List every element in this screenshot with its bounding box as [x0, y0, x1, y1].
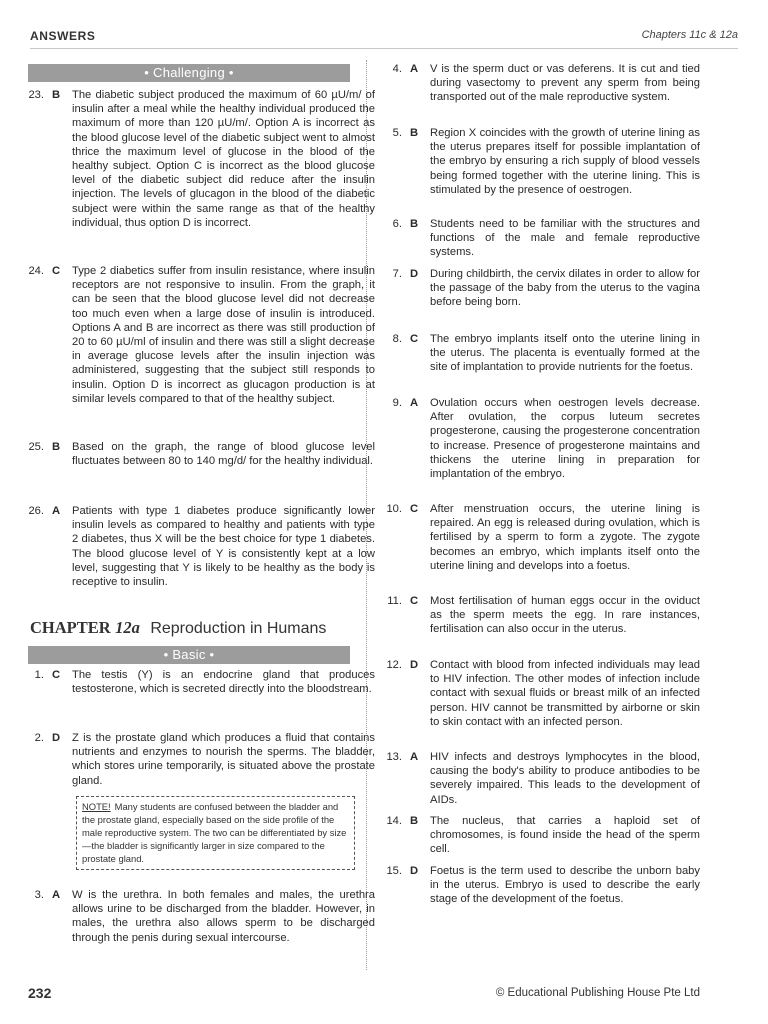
answer-item [24, 88, 375, 246]
question-number: 26. [28, 505, 44, 517]
answer-explanation: The nucleus, that carries a haploid set of chromosomes, is found inside the head of the sperm cell. [430, 815, 700, 856]
answer-explanation: Z is the prostate gland which produces a fluid that contains nutrients and enzymes to nourish the sperms. The bladder, which stores urine temporarily, is situated above the prostate gland. [72, 732, 375, 787]
answer-item [382, 502, 700, 574]
chapter-number: 12a [115, 618, 140, 637]
question-number: 15. [386, 865, 402, 877]
question-number: 24. [28, 265, 44, 277]
question-number: 8. [392, 333, 402, 345]
answer-explanation: Type 2 diabetics suffer from insulin resistance, where insulin receptors are not responsive to insulin. From the graph, it can be seen that the blood glucose level did not decrease too much even when a large dose of insulin is introduced. Options A and B are incorrect as there was still production of 20 to 60 µU/ml of insulin and there was still a slight decrease in average glucose levels after the insulin injection was administered, suggesting that the subject still responds to insulin. Option D is incorrect as glucagon production is at similar levels compared to that of the healthy subject. [72, 265, 375, 405]
answer-letter: C [409, 333, 419, 345]
answer-explanation: Patients with type 1 diabetes produce significantly lower insulin levels as compared to healthy and patients with type 2 diabetes, thus X will be the best choice for type 1 diabetes. The blood glucose level of Y is consistently kept at a low level, suggesting that Y is likely to be healthy as the body is receptive to insulin. [72, 505, 375, 589]
answer-letter: C [51, 669, 61, 681]
answer-explanation: Contact with blood from infected individuals may lead to HIV infection. The other modes of infection include contact with sexual fluids or breast milk of an infected person. HIV cannot be transmitted by airborne or skin to skin contact with an infected person. [430, 659, 700, 728]
question-number: 2. [34, 732, 44, 744]
answer-explanation: Region X coincides with the growth of uterine lining as the uterus prepares itself for possible implantation of the embryo by ensuring a rich supply of blood vessels being formed together with the uterine lining. This is stimulated by the presence of oestrogen. [430, 127, 700, 196]
answer-letter: A [409, 397, 419, 409]
answer-item [382, 267, 700, 311]
answer-letter: D [51, 732, 61, 744]
answer-explanation: Foetus is the term used to describe the unborn baby in the uterus. Embryo is used to describe the early stage of the development of the foetus. [430, 865, 700, 906]
chapter-label: CHAPTER [30, 618, 111, 637]
answer-item [382, 814, 700, 856]
publisher-credit: © Educational Publishing House Pte Ltd [495, 987, 700, 999]
answer-letter: C [409, 503, 419, 515]
page-number: 232 [28, 985, 52, 1001]
question-number: 13. [386, 751, 402, 763]
question-number: 3. [34, 889, 44, 901]
note-text: Many students are confused between the bladder and the prostate gland, especially based on the side profile of the male reproductive system. The two can be differentiated by size—the bladder is significantly larger in size compared to the prostate gland. [82, 801, 347, 864]
answer-letter: C [51, 265, 61, 277]
note-label: NOTE! [82, 801, 111, 812]
answer-item [24, 504, 375, 594]
answer-letter: A [409, 751, 419, 763]
answer-explanation: Most fertilisation of human eggs occur in the oviduct as the sperm meets the egg. In rare instances, fertilisation can also occur in the uterus. [430, 595, 700, 636]
question-number: 25. [28, 441, 44, 453]
answer-item [24, 888, 375, 948]
chapter-heading [30, 618, 360, 640]
answer-letter: D [409, 865, 419, 877]
answer-letter: C [409, 595, 419, 607]
answer-item [382, 217, 700, 259]
answer-letter: B [409, 815, 419, 827]
challenging-banner: • Challenging • [28, 64, 350, 82]
answer-explanation: The embryo implants itself onto the uterine lining in the uterus. The placenta is eventually formed at the site of implantation to provide nutrients for the foetus. [430, 333, 700, 374]
answer-item [382, 594, 700, 638]
question-number: 7. [392, 268, 402, 280]
chapter-title: Reproduction in Humans [150, 620, 327, 637]
basic-banner: • Basic • [28, 646, 350, 664]
answer-item [24, 668, 375, 714]
question-number: 11. [387, 595, 402, 607]
question-number: 6. [392, 218, 402, 230]
answer-item [24, 440, 375, 488]
answer-letter: B [51, 89, 61, 101]
question-number: 12. [386, 659, 402, 671]
question-number: 10. [386, 503, 402, 515]
answer-letter: B [409, 127, 419, 139]
answer-item [382, 658, 700, 730]
question-number: 4. [392, 63, 402, 75]
answer-letter: D [409, 268, 419, 280]
answer-explanation: HIV infects and destroys lymphocytes in the blood, causing the body's ability to produce antibodies to be severely impaired. This leads to the development of AIDs. [430, 751, 700, 806]
section-label: ANSWERS [30, 29, 96, 43]
question-number: 1. [34, 669, 44, 681]
question-number: 9. [392, 397, 402, 409]
answer-item [382, 62, 700, 106]
answer-letter: D [409, 659, 419, 671]
answer-explanation: V is the sperm duct or vas deferens. It is cut and tied during vasectomy to prevent any sperm from being transported out of the male reproductive system. [430, 63, 700, 104]
answer-explanation: W is the urethra. In both females and males, the urethra allows urine to be discharged from the bladder. However, in males, the urethra also allows sperm to be discharged through the penis during sexual intercourse. [72, 889, 375, 944]
answer-item [382, 126, 700, 198]
answer-item [24, 731, 375, 791]
answer-explanation: After menstruation occurs, the uterine lining is repaired. An egg is released during ovulation, which is fertilised by a sperm to form a zygote. The zygote becomes an embryo, which implants itself onto the uterine lining and develops into a foetus. [430, 503, 700, 572]
answer-letter: B [51, 441, 61, 453]
answer-letter: B [409, 218, 419, 230]
page-header [30, 27, 738, 49]
answer-letter: A [51, 889, 61, 901]
question-number: 14. [386, 815, 402, 827]
answer-explanation: Based on the graph, the range of blood glucose level fluctuates between 80 to 140 mg/d/ for the healthy individual. [72, 441, 375, 468]
answer-item [382, 864, 700, 908]
answer-item [382, 396, 700, 482]
answer-explanation: Ovulation occurs when oestrogen levels decrease. After ovulation, the corpus luteum secretes progesterone, causing the progesterone concentration to increase. Presence of progesterone maintains and thickens the uterine lining in preparation for implantation of the embryo. [430, 397, 700, 481]
answer-item [382, 332, 700, 376]
question-number: 23. [28, 89, 44, 101]
answer-explanation: The testis (Y) is an endocrine gland that produces testosterone, which is secreted directly into the bloodstream. [72, 669, 375, 696]
header-rule [30, 48, 738, 49]
answer-item [382, 750, 700, 806]
question-number: 5. [392, 127, 402, 139]
answer-item [24, 264, 375, 424]
answer-explanation: The diabetic subject produced the maximum of 60 µU/m/ of insulin after a meal while the healthy individual produced the maximum of more than 120 µU/m/. Option A is incorrect as the blood glucose level of the diabetic subject went to almost thrice the maximum level of glucose in the blood of the healthy subject. Option C is incorrect as the blood glucose level of the diabetic subject did reduce after the insulin injection. The levels of glucagon in the blood of the diabetic subject were within the same range as that of the healthy individual, thus option D is incorrect. [72, 89, 375, 229]
answer-letter: A [409, 63, 419, 75]
answer-explanation: Students need to be familiar with the structures and functions of the male and female reproductive systems. [430, 218, 700, 259]
answer-explanation: During childbirth, the cervix dilates in order to allow for the passage of the baby from the uterus to the vagina before being born. [430, 268, 700, 309]
note-box [76, 796, 355, 870]
answer-letter: A [51, 505, 61, 517]
chapter-reference: Chapters 11c & 12a [641, 29, 738, 41]
